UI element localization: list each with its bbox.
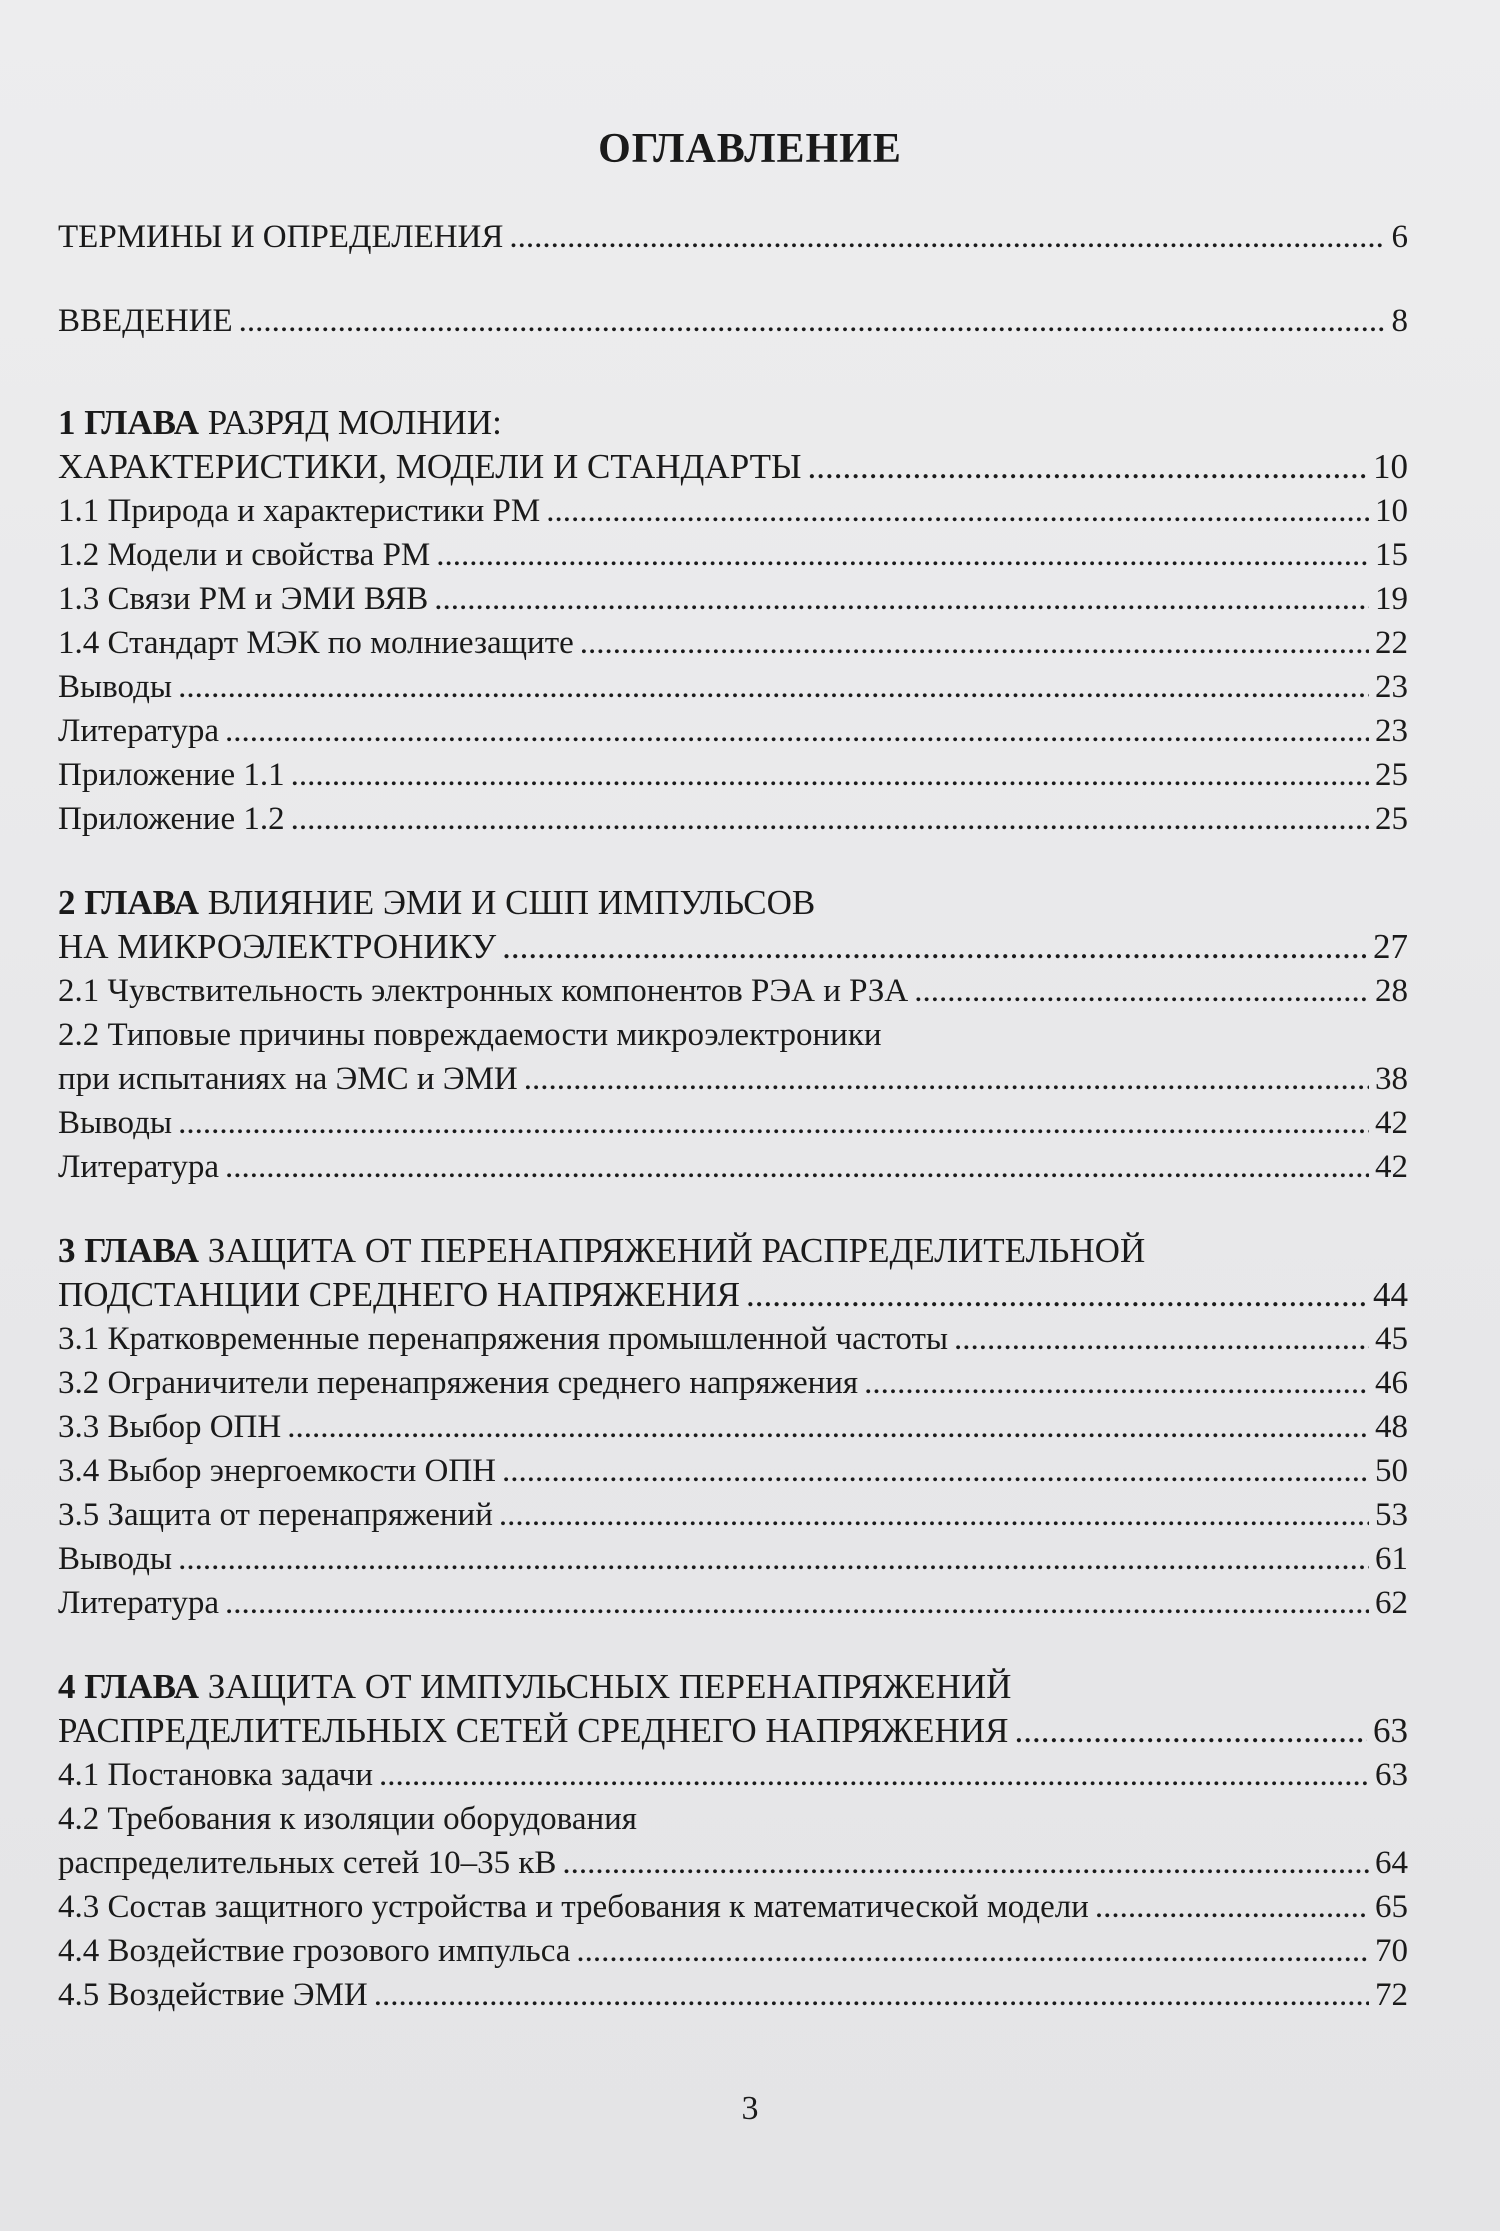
toc-entry [58,1581,1408,1625]
toc-entry-page: 50 [1375,1453,1408,1489]
toc-entry-page: 10 [1375,493,1408,529]
leader-dots [954,1317,1369,1361]
toc-entry [58,1145,1408,1189]
toc-entry [58,797,1408,841]
leader-dots [239,299,1386,343]
toc-entry-label: 3.4 Выбор энергоемкости ОПН [58,1453,496,1489]
toc-entry-label: ВВЕДЕНИЕ [58,303,233,339]
toc-entry-page: 53 [1375,1497,1408,1533]
toc-entry-page: 42 [1375,1105,1408,1141]
leader-dots [178,665,1369,709]
leader-dots [499,1493,1369,1537]
toc-entry-page: 70 [1375,1933,1408,1969]
leader-dots [225,709,1369,753]
chapter-number: 4 ГЛАВА [58,1667,200,1706]
chapter-2-heading [58,881,1408,925]
chapter-3-heading [58,1229,1408,1273]
leader-dots [808,445,1368,489]
toc-entry-label: 3.5 Защита от перенапряжений [58,1497,493,1533]
toc-entry-label: ПОДСТАНЦИИ СРЕДНЕГО НАПРЯЖЕНИЯ [58,1275,740,1314]
toc-entry-label: 4.4 Воздействие грозового импульса [58,1933,571,1969]
chapter-title-line1: РАЗРЯД МОЛНИИ: [207,403,502,442]
toc-entry-page: 8 [1391,303,1408,339]
leader-dots [434,577,1369,621]
chapter-4-title-line2 [58,1709,1408,1753]
chapter-title-line1: ВЛИЯНИЕ ЭМИ И СШП ИМПУЛЬСОВ [207,883,816,922]
leader-dots [509,215,1385,259]
chapter-number: 1 ГЛАВА [58,403,200,442]
toc-entry-label: 1.4 Стандарт МЭК по молниезащите [58,625,574,661]
toc-entry [58,1493,1408,1537]
toc-entry-label: 1.3 Связи РМ и ЭМИ ВЯВ [58,581,429,617]
chapter-number: 3 ГЛАВА [58,1231,200,1270]
toc-entry [58,969,1408,1013]
toc-entry-label: Приложение 1.1 [58,757,285,793]
leader-dots [914,969,1369,1013]
leader-dots [291,797,1369,841]
toc-entry [58,753,1408,797]
toc-entry-page: 64 [1375,1845,1408,1881]
toc-entry-page: 6 [1391,219,1408,255]
toc-entry-page: 44 [1373,1275,1408,1314]
leader-dots [436,533,1369,577]
leader-dots [746,1273,1367,1317]
toc-entry [58,1057,1408,1101]
leader-dots [576,1929,1369,1973]
toc-entry-page: 42 [1375,1149,1408,1185]
leader-dots [502,925,1367,969]
toc-entry [58,1449,1408,1493]
toc-entry-page: 45 [1375,1321,1408,1357]
toc-entry-page: 22 [1375,625,1408,661]
chapter-title-line1: ЗАЩИТА ОТ ИМПУЛЬСНЫХ ПЕРЕНАПРЯЖЕНИЙ [207,1667,1012,1706]
toc-entry-page: 62 [1375,1585,1408,1621]
toc-entry-label: 1.1 Природа и характеристики РМ [58,493,541,529]
toc-entry-page: 23 [1375,669,1408,705]
leader-dots [1014,1709,1367,1753]
toc-entry [58,1885,1408,1929]
chapter-3-title-line2 [58,1273,1408,1317]
toc-entry-page: 63 [1375,1757,1408,1793]
toc-entry [58,621,1408,665]
toc-entry-label: Выводы [58,669,173,705]
toc-entry-line1: 2.2 Типовые причины повреждаемости микроэлектроники [58,1017,882,1053]
toc-entry-line1: 4.2 Требования к изоляции оборудования [58,1801,637,1837]
toc-entry [58,1405,1408,1449]
toc-entry-label: Литература [58,713,220,749]
toc-entry-label: 4.5 Воздействие ЭМИ [58,1977,368,2013]
toc-entry [58,665,1408,709]
toc-entry-label: Приложение 1.2 [58,801,285,837]
toc-entry-label: 3.2 Ограничители перенапряжения среднего напряжения [58,1365,859,1401]
toc-entry-page: 27 [1373,927,1408,966]
toc-entry-label: 3.1 Кратковременные перенапряжения промышленной частоты [58,1321,949,1357]
toc-entry-page: 48 [1375,1409,1408,1445]
leader-dots [178,1537,1369,1581]
toc-entry-page: 10 [1373,447,1408,486]
leader-dots [580,621,1369,665]
toc-entry-page: 61 [1375,1541,1408,1577]
toc-entry-page: 19 [1375,581,1408,617]
toc-entry-page: 15 [1375,537,1408,573]
table-of-contents [58,215,1408,2017]
toc-entry-label: 4.3 Состав защитного устройства и требования к математической модели [58,1889,1089,1925]
toc-entry-label: РАСПРЕДЕЛИТЕЛЬНЫХ СЕТЕЙ СРЕДНЕГО НАПРЯЖЕНИЯ [58,1711,1009,1750]
toc-entry-label: 1.2 Модели и свойства РМ [58,537,431,573]
toc-entry-label: 2.1 Чувствительность электронных компонентов РЭА и РЗА [58,973,909,1009]
toc-entry [58,1361,1408,1405]
toc-entry-page: 38 [1375,1061,1408,1097]
toc-entry [58,533,1408,577]
toc-entry-page: 46 [1375,1365,1408,1401]
toc-entry-page: 25 [1375,757,1408,793]
toc-entry [58,1973,1408,2017]
chapter-number: 2 ГЛАВА [58,883,200,922]
toc-entry-label: Литература [58,1585,220,1621]
toc-entry-label: НА МИКРОЭЛЕКТРОНИКУ [58,927,497,966]
leader-dots [374,1973,1369,2017]
toc-entry [58,1841,1408,1885]
toc-entry-label: 3.3 Выбор ОПН [58,1409,282,1445]
toc-entry [58,709,1408,753]
toc-entry-intro [58,299,1408,343]
toc-entry-page: 72 [1375,1977,1408,2013]
toc-entry [58,1537,1408,1581]
toc-entry-label: ТЕРМИНЫ И ОПРЕДЕЛЕНИЯ [58,219,504,255]
toc-entry-page: 23 [1375,713,1408,749]
leader-dots [562,1841,1369,1885]
leader-dots [502,1449,1369,1493]
chapter-4-heading [58,1665,1408,1709]
leader-dots [864,1361,1369,1405]
toc-entry-page: 65 [1375,1889,1408,1925]
toc-entry-label: при испытаниях на ЭМС и ЭМИ [58,1061,518,1097]
chapter-1-heading [58,401,1408,445]
toc-entry-page: 28 [1375,973,1408,1009]
toc-entry-label: Литература [58,1149,220,1185]
toc-entry [58,577,1408,621]
toc-entry-label: ХАРАКТЕРИСТИКИ, МОДЕЛИ И СТАНДАРТЫ [58,447,802,486]
toc-entry-label: Выводы [58,1541,173,1577]
toc-entry [58,1929,1408,1973]
toc-entry-page: 25 [1375,801,1408,837]
page-heading: ОГЛАВЛЕНИЕ [598,126,902,172]
leader-dots [225,1581,1369,1625]
toc-entry-label: Выводы [58,1105,173,1141]
leader-dots [178,1101,1369,1145]
leader-dots [546,489,1369,533]
toc-entry [58,489,1408,533]
toc-entry [58,1101,1408,1145]
toc-entry-label: 4.1 Постановка задачи [58,1757,373,1793]
leader-dots [1095,1885,1369,1929]
toc-entry-terms [58,215,1408,259]
leader-dots [524,1057,1369,1101]
chapter-title-line1: ЗАЩИТА ОТ ПЕРЕНАПРЯЖЕНИЙ РАСПРЕДЕЛИТЕЛЬНОЙ [207,1231,1146,1270]
toc-entry-label: распределительных сетей 10–35 кВ [58,1845,557,1881]
leader-dots [287,1405,1369,1449]
leader-dots [225,1145,1369,1189]
leader-dots [291,753,1369,797]
toc-entry-page: 63 [1373,1711,1408,1750]
chapter-2-title-line2 [58,925,1408,969]
chapter-1-title-line2 [58,445,1408,489]
toc-entry [58,1317,1408,1361]
page-number: 3 [741,2090,759,2127]
leader-dots [379,1753,1369,1797]
toc-entry [58,1753,1408,1797]
